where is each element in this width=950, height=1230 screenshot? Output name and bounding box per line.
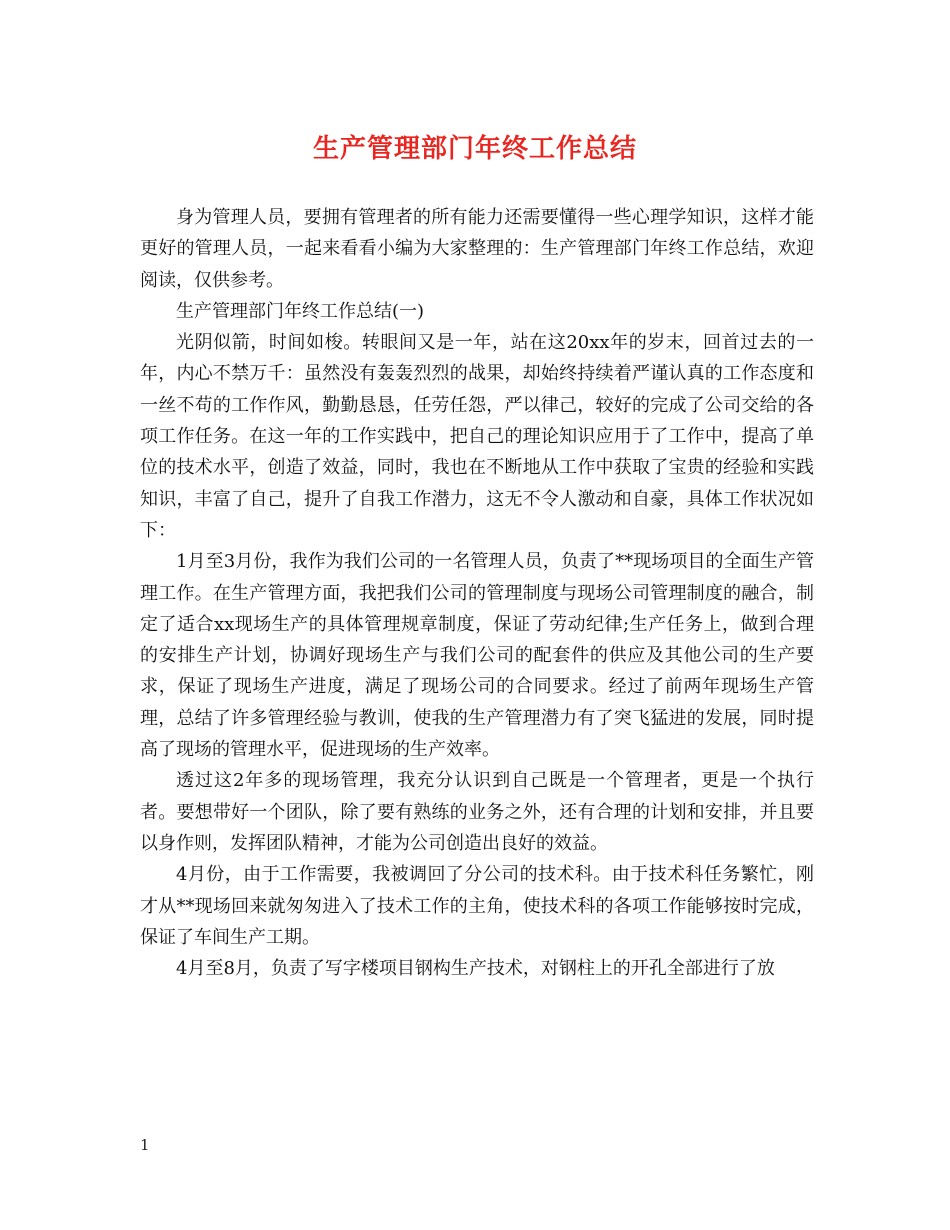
paragraph: 4月至8月，负责了写字楼项目钢构生产技术，对钢柱上的开孔全部进行了放 xyxy=(176,958,775,980)
document-body xyxy=(140,202,814,984)
section-heading: 生产管理部门年终工作总结(一) xyxy=(176,300,425,322)
document-title: 生产管理部门年终工作总结 xyxy=(312,134,637,164)
paragraph: 透过这2年多的现场管理，我充分认识到自己既是一个管理者，更是一个执行者。要想带好一个团队，除了要有熟练的业务之外，还有合理的计划和安排，并且要以身作则，发挥团队精神，才能为公司创造出良好的效益。 xyxy=(140,770,814,854)
paragraph: 4月份，由于工作需要，我被调回了分公司的技术科。由于技术科任务繁忙，刚才从**现场回来就匆匆进入了技术工作的主角，使技术科的各项工作能够按时完成，保证了车间生产工期。 xyxy=(140,864,814,948)
paragraph: 光阴似箭，时间如梭。转眼间又是一年，站在这20xx年的岁末，回首过去的一年，内心不禁万千：虽然没有轰轰烈烈的战果，却始终持续着严谨认真的工作态度和一丝不苟的工作作风，勤勤恳恳，任劳任怨，严以律己，较好的完成了公司交给的各项工作任务。在这一年的工作实践中，把自己的理论知识应用于了工作中，提高了单位的技术水平，创造了效益，同时，我也在不断地从工作中获取了宝贵的经验和实践知识，丰富了自己，提升了自我工作潜力，这无不令人激动和自豪，具体工作状况如下： xyxy=(140,332,814,541)
paragraph: 1月至3月份，我作为我们公司的一名管理人员，负责了**现场项目的全面生产管理工作。在生产管理方面，我把我们公司的管理制度与现场公司管理制度的融合，制定了适合xx现场生产的具体管理规章制度，保证了劳动纪律;生产任务上，做到合理的安排生产计划，协调好现场生产与我们公司的配套件的供应及其他公司的生产要求，保证了现场生产进度，满足了现场公司的合同要求。经过了前两年现场生产管理，总结了许多管理经验与教训，使我的生产管理潜力有了突飞猛进的发展，同时提高了现场的管理水平，促进现场的生产效率。 xyxy=(140,551,814,761)
page-number: 1 xyxy=(140,1136,150,1154)
paragraph-intro: 身为管理人员，要拥有管理者的所有能力还需要懂得一些心理学知识，这样才能更好的管理人员，一起来看看小编为大家整理的：生产管理部门年终工作总结，欢迎阅读，仅供参考。 xyxy=(140,207,814,291)
